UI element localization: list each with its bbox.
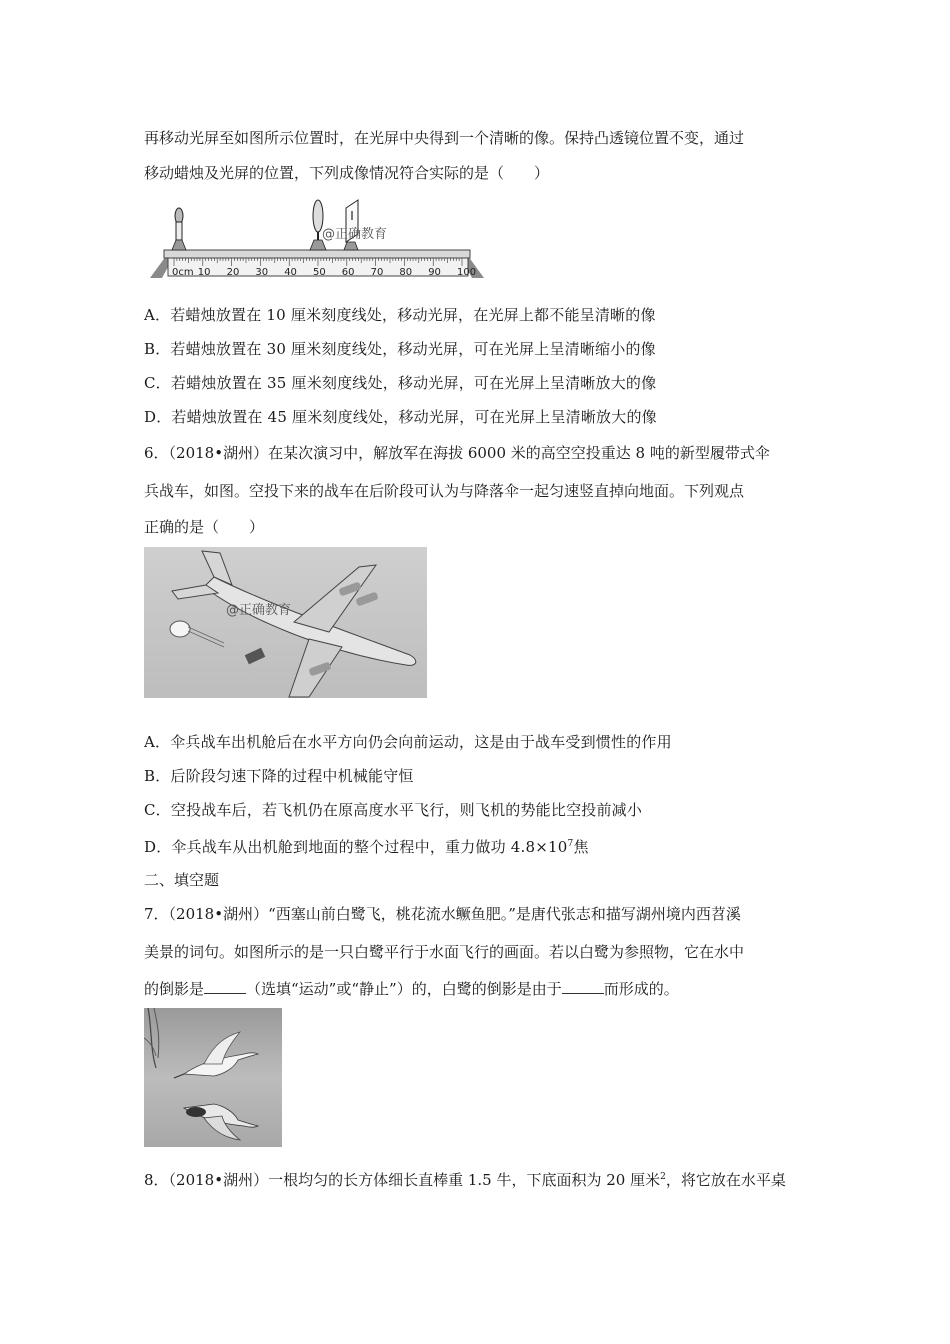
bench-tick-label: 20 — [226, 267, 240, 278]
q7-line-3-end: 而形成的。 — [603, 980, 679, 998]
bench-tick-label: 10 — [197, 267, 211, 278]
airplane-airdrop-figure — [144, 547, 427, 698]
airplane-watermark: @正确教育 — [226, 603, 292, 618]
bench-tick-label: 100 — [457, 267, 477, 278]
q8-line-1-end: ，将它放在水平桌 — [665, 1171, 786, 1189]
q5-option-d: D．若蜡烛放置在 45 厘米刻度线处，移动光屏，可在光屏上呈清晰放大的像 — [144, 408, 657, 426]
q7-line-1: 7．（2018•湖州）“西塞山前白鹭飞，桃花流水鳜鱼肥。”是唐代张志和描写湖州境内西苕溪 — [144, 905, 741, 923]
q7-line-3-middle: （选填“运动”或“静止”）的，白鹭的倒影是由于 — [246, 980, 562, 998]
bench-tick-label: 40 — [284, 267, 297, 278]
q7-line-3 — [144, 979, 679, 999]
q6-option-d-exponent: 7 — [567, 839, 574, 849]
q6-line-3: 正确的是（ ） — [144, 518, 265, 536]
bench-tick-label: 0cm — [172, 267, 194, 278]
light-screen-icon — [344, 200, 358, 250]
q6-option-d — [144, 834, 589, 857]
bench-tick-label: 50 — [313, 267, 326, 278]
section-2-title: 二、填空题 — [144, 871, 220, 889]
q5-line-1: 再移动光屏至如图所示位置时，在光屏中央得到一个清晰的像。保持凸透镜位置不变，通过 — [144, 129, 745, 147]
q7-answer-blank-1[interactable] — [204, 979, 246, 994]
q7-line-2: 美景的词句。如图所示的是一只白鹭平行于水面飞行的画面。若以白鹭为参照物，它在水中 — [144, 943, 745, 961]
q8-area-exponent: 2 — [660, 1172, 666, 1182]
q6-option-c: C．空投战车后，若飞机仍在原高度水平飞行，则飞机的势能比空投前减小 — [144, 801, 643, 819]
bench-watermark: @正确教育 — [322, 227, 388, 242]
q6-line-2: 兵战车，如图。空投下来的战车在后阶段可认为与降落伞一起匀速竖直掉向地面。下列观点 — [144, 482, 745, 500]
q5-option-c: C．若蜡烛放置在 35 厘米刻度线处，移动光屏，可在光屏上呈清晰放大的像 — [144, 374, 657, 392]
q8-line-1 — [144, 1167, 786, 1190]
q8-line-1-text: 8．（2018•湖州）一根均匀的长方体细长直棒重 1.5 牛，下底面积为 20 厘米 — [144, 1171, 661, 1189]
candle-icon — [172, 208, 186, 250]
q5-option-a: A．若蜡烛放置在 10 厘米刻度线处，移动光屏，在光屏上都不能呈清晰的像 — [144, 306, 656, 324]
q5-option-b: B．若蜡烛放置在 30 厘米刻度线处，移动光屏，可在光屏上呈清晰缩小的像 — [144, 340, 656, 358]
bench-tick-label: 70 — [370, 267, 384, 278]
q6-option-d-unit: 焦 — [573, 838, 589, 856]
q5-line-2: 移动蜡烛及光屏的位置，下列成像情况符合实际的是（ ） — [144, 164, 550, 182]
optical-bench-figure — [146, 196, 488, 282]
q7-line-3-start: 的倒影是 — [144, 980, 205, 998]
q6-option-a: A．伞兵战车出机舱后在水平方向仍会向前运动，这是由于战车受到惯性的作用 — [144, 733, 672, 751]
bench-tick-label: 90 — [428, 267, 441, 278]
egret-reflection-figure — [144, 1008, 282, 1147]
bench-tick-label: 30 — [255, 267, 269, 278]
q6-line-1: 6．（2018•湖州）在某次演习中，解放军在海拔 6000 米的高空空投重达 8 吨的新型履带式伞 — [144, 444, 770, 462]
bench-tick-label: 80 — [399, 267, 413, 278]
q6-option-d-text: D．伞兵战车从出机舱到地面的整个过程中，重力做功 4.8×10 — [144, 838, 568, 856]
q7-answer-blank-2[interactable] — [562, 979, 604, 994]
q6-option-b: B．后阶段匀速下降的过程中机械能守恒 — [144, 767, 414, 785]
lens-icon — [310, 200, 326, 250]
bench-tick-label: 60 — [341, 267, 355, 278]
